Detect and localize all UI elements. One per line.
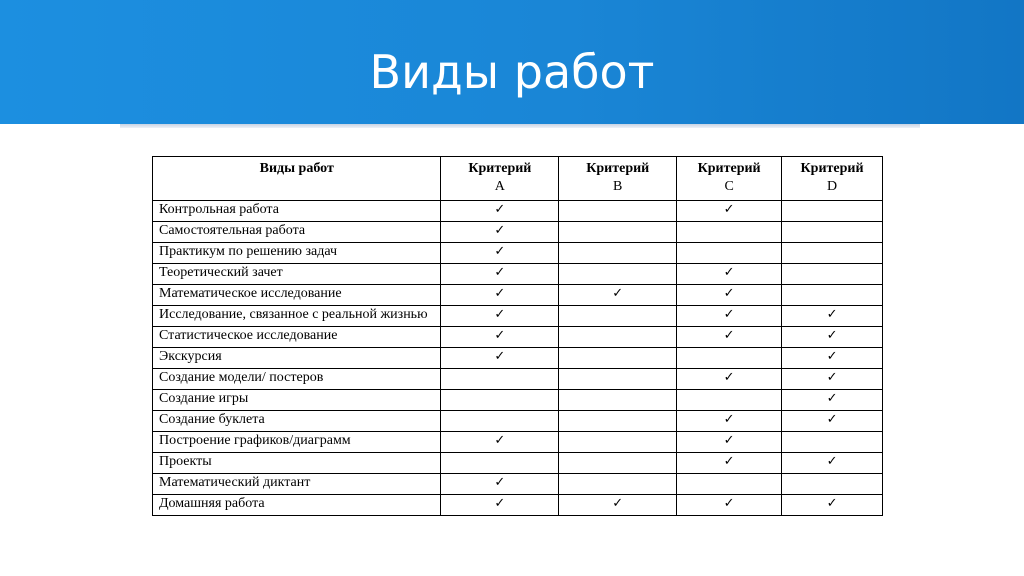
table-row bbox=[153, 348, 883, 369]
criterion-cell bbox=[677, 222, 782, 243]
work-type-name: Практикум по решению задач bbox=[153, 243, 441, 264]
table-row bbox=[153, 264, 883, 285]
check-icon: ✓ bbox=[723, 286, 735, 301]
header-divider bbox=[120, 124, 920, 128]
criterion-cell bbox=[782, 369, 883, 390]
criterion-cell bbox=[782, 222, 883, 243]
criterion-cell bbox=[441, 411, 559, 432]
check-icon: ✓ bbox=[494, 496, 506, 511]
table-row bbox=[153, 243, 883, 264]
check-icon: ✓ bbox=[723, 496, 735, 511]
table-row bbox=[153, 285, 883, 306]
criterion-cell bbox=[677, 201, 782, 222]
table-row bbox=[153, 222, 883, 243]
work-type-name: Математическое исследование bbox=[153, 285, 441, 306]
criterion-label: Критерий bbox=[468, 161, 532, 176]
check-icon: ✓ bbox=[723, 328, 735, 343]
check-icon: ✓ bbox=[826, 454, 838, 469]
check-icon: ✓ bbox=[494, 223, 506, 238]
criterion-letter: D bbox=[826, 179, 838, 194]
check-icon: ✓ bbox=[723, 433, 735, 448]
header-criterion-c bbox=[677, 157, 782, 201]
check-icon: ✓ bbox=[723, 370, 735, 385]
criterion-cell bbox=[677, 369, 782, 390]
criterion-cell bbox=[782, 306, 883, 327]
work-type-name: Экскурсия bbox=[153, 348, 441, 369]
criterion-cell bbox=[441, 495, 559, 516]
check-icon: ✓ bbox=[612, 286, 624, 301]
work-type-name: Создание игры bbox=[153, 390, 441, 411]
check-icon: ✓ bbox=[826, 328, 838, 343]
check-icon: ✓ bbox=[494, 475, 506, 490]
criterion-cell bbox=[782, 411, 883, 432]
criterion-label: Критерий bbox=[697, 161, 761, 176]
criterion-cell bbox=[782, 243, 883, 264]
work-type-name: Контрольная работа bbox=[153, 201, 441, 222]
criterion-cell bbox=[559, 453, 677, 474]
header-work-types: Виды работ bbox=[153, 157, 441, 201]
work-types-table bbox=[152, 156, 883, 516]
criterion-cell bbox=[677, 243, 782, 264]
check-icon: ✓ bbox=[723, 265, 735, 280]
criterion-cell bbox=[677, 432, 782, 453]
check-icon: ✓ bbox=[723, 202, 735, 217]
header-criterion-d bbox=[782, 157, 883, 201]
criterion-cell bbox=[782, 348, 883, 369]
criterion-letter: B bbox=[613, 179, 623, 194]
criterion-label: Критерий bbox=[586, 161, 650, 176]
criterion-cell bbox=[441, 432, 559, 453]
header-criterion-a bbox=[441, 157, 559, 201]
check-icon: ✓ bbox=[826, 391, 838, 406]
table-header-row bbox=[153, 157, 883, 201]
table-row bbox=[153, 495, 883, 516]
table-row bbox=[153, 474, 883, 495]
criterion-cell bbox=[782, 327, 883, 348]
check-icon: ✓ bbox=[494, 244, 506, 259]
criterion-cell bbox=[441, 201, 559, 222]
table-body bbox=[153, 201, 883, 516]
criterion-cell bbox=[782, 201, 883, 222]
check-icon: ✓ bbox=[826, 349, 838, 364]
work-type-name: Проекты bbox=[153, 453, 441, 474]
work-type-name: Создание буклета bbox=[153, 411, 441, 432]
criterion-cell bbox=[559, 327, 677, 348]
criterion-cell bbox=[559, 369, 677, 390]
work-type-name: Исследование, связанное с реальной жизнью bbox=[153, 306, 441, 327]
work-type-name: Построение графиков/диаграмм bbox=[153, 432, 441, 453]
check-icon: ✓ bbox=[494, 286, 506, 301]
check-icon: ✓ bbox=[826, 496, 838, 511]
criterion-cell bbox=[677, 474, 782, 495]
criterion-label: Критерий bbox=[800, 161, 864, 176]
check-icon: ✓ bbox=[494, 202, 506, 217]
check-icon: ✓ bbox=[612, 496, 624, 511]
work-type-name: Самостоятельная работа bbox=[153, 222, 441, 243]
criterion-cell bbox=[441, 306, 559, 327]
table-row bbox=[153, 411, 883, 432]
criterion-cell bbox=[677, 495, 782, 516]
criterion-cell bbox=[559, 495, 677, 516]
work-type-name: Статистическое исследование bbox=[153, 327, 441, 348]
criterion-cell bbox=[441, 327, 559, 348]
table-row bbox=[153, 306, 883, 327]
criterion-cell bbox=[559, 243, 677, 264]
criterion-cell bbox=[559, 432, 677, 453]
criterion-cell bbox=[441, 369, 559, 390]
criterion-cell bbox=[677, 306, 782, 327]
work-type-name: Теоретический зачет bbox=[153, 264, 441, 285]
check-icon: ✓ bbox=[826, 370, 838, 385]
criterion-cell bbox=[441, 222, 559, 243]
criterion-cell bbox=[782, 390, 883, 411]
check-icon: ✓ bbox=[723, 454, 735, 469]
criterion-cell bbox=[441, 348, 559, 369]
criterion-cell bbox=[677, 327, 782, 348]
criterion-letter: A bbox=[494, 179, 505, 194]
check-icon: ✓ bbox=[723, 307, 735, 322]
criterion-cell bbox=[677, 285, 782, 306]
criterion-cell bbox=[559, 306, 677, 327]
criterion-cell bbox=[559, 264, 677, 285]
check-icon: ✓ bbox=[494, 307, 506, 322]
header-criterion-b bbox=[559, 157, 677, 201]
criterion-cell bbox=[782, 453, 883, 474]
work-type-name: Математический диктант bbox=[153, 474, 441, 495]
criterion-cell bbox=[441, 453, 559, 474]
criterion-cell bbox=[782, 495, 883, 516]
criterion-cell bbox=[677, 453, 782, 474]
criterion-cell bbox=[782, 474, 883, 495]
table-row bbox=[153, 432, 883, 453]
criterion-cell bbox=[782, 264, 883, 285]
criterion-cell bbox=[559, 348, 677, 369]
check-icon: ✓ bbox=[494, 265, 506, 280]
criterion-cell bbox=[677, 390, 782, 411]
criterion-cell bbox=[559, 390, 677, 411]
check-icon: ✓ bbox=[826, 307, 838, 322]
criterion-cell bbox=[559, 285, 677, 306]
criterion-cell bbox=[559, 222, 677, 243]
work-type-name: Домашняя работа bbox=[153, 495, 441, 516]
criterion-cell bbox=[441, 390, 559, 411]
table-row bbox=[153, 369, 883, 390]
criterion-cell bbox=[782, 285, 883, 306]
criterion-cell bbox=[441, 264, 559, 285]
criterion-letter: C bbox=[724, 179, 734, 194]
check-icon: ✓ bbox=[494, 328, 506, 343]
check-icon: ✓ bbox=[723, 412, 735, 427]
check-icon: ✓ bbox=[494, 433, 506, 448]
check-icon: ✓ bbox=[826, 412, 838, 427]
criterion-cell bbox=[559, 201, 677, 222]
table-row bbox=[153, 453, 883, 474]
work-type-name: Создание модели/ постеров bbox=[153, 369, 441, 390]
criterion-cell bbox=[782, 432, 883, 453]
slide-title: Виды работ bbox=[369, 45, 655, 99]
table-row bbox=[153, 327, 883, 348]
check-icon: ✓ bbox=[494, 349, 506, 364]
table-row bbox=[153, 201, 883, 222]
table-row bbox=[153, 390, 883, 411]
criterion-cell bbox=[441, 285, 559, 306]
criterion-cell bbox=[559, 411, 677, 432]
criterion-cell bbox=[559, 474, 677, 495]
criterion-cell bbox=[441, 243, 559, 264]
criterion-cell bbox=[677, 348, 782, 369]
criterion-cell bbox=[677, 264, 782, 285]
criterion-cell bbox=[677, 411, 782, 432]
criterion-cell bbox=[441, 474, 559, 495]
